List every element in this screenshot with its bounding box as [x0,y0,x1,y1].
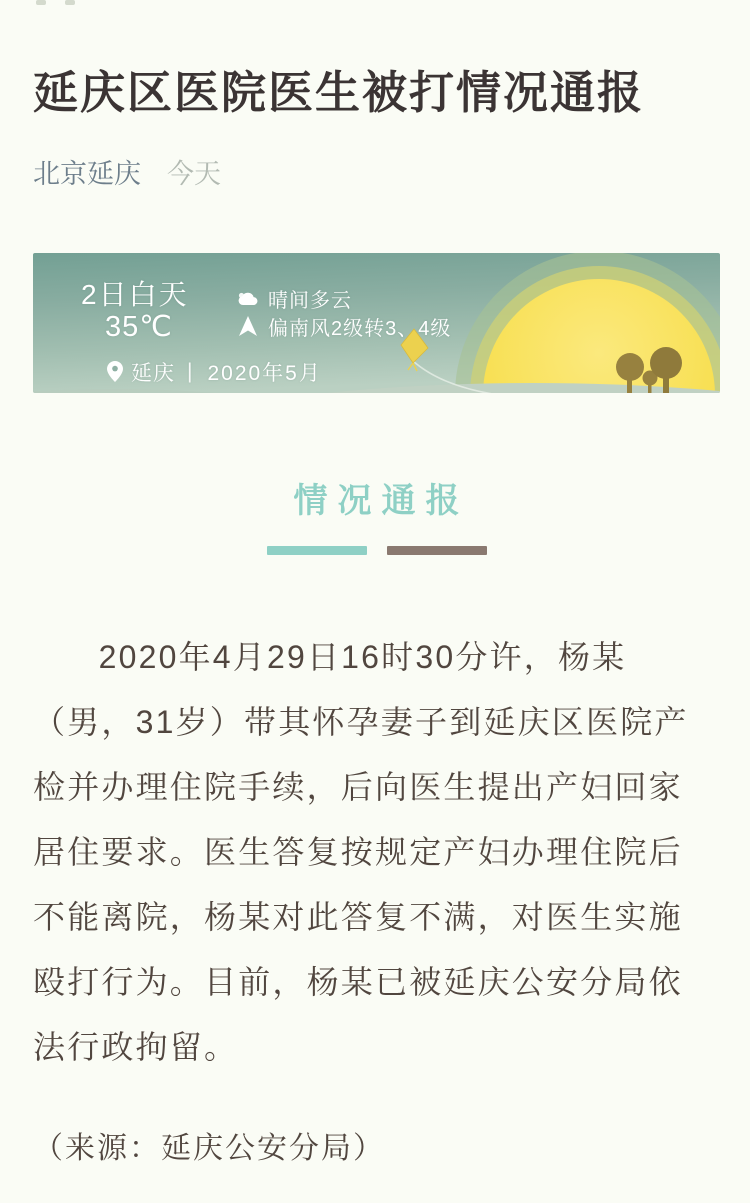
source-attribution: （来源：延庆公安分局） [33,1131,385,1165]
cropped-top-content [33,0,720,8]
cropped-glyph [65,0,75,5]
wind-arrow-icon [237,315,259,337]
publish-time: 今天 [167,158,221,189]
location-pin-icon [107,361,123,382]
article-title: 延庆区医院医生被打情况通报 [33,67,645,118]
author-link[interactable]: 北京延庆 [33,158,141,189]
weather-condition-row [237,284,352,313]
body-line: （男，31岁）带其怀孕妻子到延庆区医院产 [33,703,689,740]
body-line: 法行政拘留。 [33,1028,239,1065]
weather-wind-row [237,312,451,341]
brown-bar [387,546,487,555]
article-body [33,625,720,1080]
weather-date: 2020年5月 [207,361,322,385]
byline [33,152,720,191]
weather-divider: | [187,359,194,383]
section-heading-block [33,479,720,555]
weather-temperature: 35℃ [105,310,173,343]
cropped-glyph [36,0,46,5]
heading-underline-bars [33,546,720,555]
weather-location: 延庆 [131,361,175,385]
teal-bar [267,546,367,555]
body-line: 不能离院，杨某对此答复不满，对医生实施 [33,898,683,935]
weather-location-row [107,357,322,387]
weather-wind: 偏南风2级转3、4级 [268,317,452,340]
body-line: 2020年4月29日16时30分许，杨某 [98,638,627,675]
cloud-icon [237,287,259,309]
weather-day-label: 2日白天 [81,278,189,310]
weather-condition: 晴间多云 [268,289,352,312]
body-line: 殴打行为。目前，杨某已被延庆公安分局依 [33,963,683,1000]
body-line: 居住要求。医生答复按规定产妇办理住院后 [33,833,683,870]
weather-overlay [33,253,720,393]
weather-banner-image[interactable] [33,253,720,393]
section-heading: 情况通报 [293,481,470,520]
body-line: 检并办理住院手续，后向医生提出产妇回家 [33,768,683,805]
